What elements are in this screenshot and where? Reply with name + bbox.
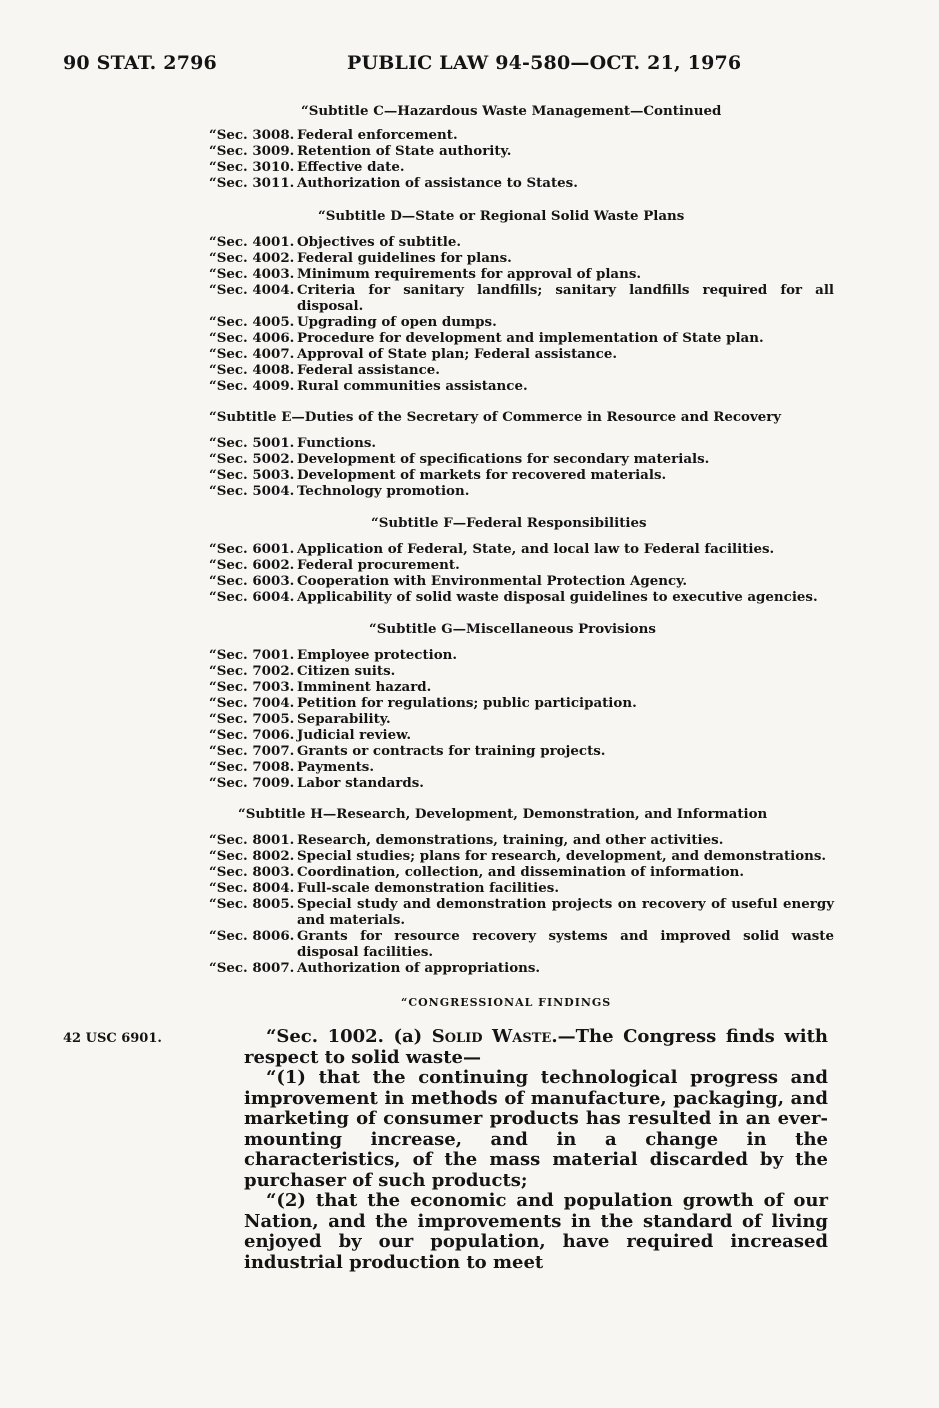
toc-row [209, 435, 834, 451]
section-title: Separability. [297, 711, 391, 727]
section-number: “Sec. 8004. [209, 880, 295, 896]
toc-row [209, 663, 834, 679]
section-number: “Sec. 7003. [209, 679, 295, 695]
section-number: “Sec. 4008. [209, 362, 295, 378]
section-number: “Sec. 8007. [209, 960, 295, 976]
subtitle-c-list [209, 127, 834, 191]
section-number: “Sec. 8006. [209, 928, 295, 944]
finding-paragraph-2: “(2) that the economic and population growth of our Nation, and the improvements in the standard of living enjoyed by our population, have required increased industrial production to meet [244, 1190, 828, 1273]
section-title: Labor standards. [297, 775, 424, 791]
toc-row [209, 541, 834, 557]
toc-row [209, 743, 834, 759]
section-number: “Sec. 4006. [209, 330, 295, 346]
section-title: Upgrading of open dumps. [297, 314, 497, 330]
subtitle-d-list [209, 234, 834, 394]
section-title: Approval of State plan; Federal assistance. [297, 346, 617, 362]
toc-row [209, 679, 834, 695]
public-law-heading: PUBLIC LAW 94-580—OCT. 21, 1976 [347, 52, 742, 74]
section-title: Citizen suits. [297, 663, 396, 679]
toc-row [209, 960, 834, 976]
section-title: Rural communities assistance. [297, 378, 528, 394]
toc-row [209, 330, 834, 346]
subtitle-h-list [209, 832, 834, 976]
toc-row [209, 880, 834, 896]
section-title: Cooperation with Environmental Protection Agency. [297, 573, 688, 589]
toc-row [209, 346, 834, 362]
section-number: “Sec. 4003. [209, 266, 295, 282]
section-title: Retention of State authority. [297, 143, 512, 159]
section-number: “Sec. 8003. [209, 864, 295, 880]
section-title: Criteria for sanitary landfills; sanitary landfills required for all disposal. [297, 282, 834, 314]
section-number: “Sec. 4007. [209, 346, 295, 362]
section-title: Special study and demonstration projects on recovery of useful energy and materials. [297, 896, 834, 928]
subtitle-d-heading: “Subtitle D—State or Regional Solid Waste Plans [318, 208, 685, 224]
section-title: Special studies; plans for research, development, and demonstrations. [297, 848, 827, 864]
section-number: “Sec. 7009. [209, 775, 295, 791]
solid-waste-label: Solid Waste. [431, 1026, 558, 1047]
section-title: Applicability of solid waste disposal guidelines to executive agencies. [297, 589, 818, 605]
section-number: “Sec. 4004. [209, 282, 295, 298]
section-title: Federal procurement. [297, 557, 460, 573]
section-number: “Sec. 7005. [209, 711, 295, 727]
subtitle-h-heading: “Subtitle H—Research, Development, Demonstration, and Information [238, 806, 768, 822]
section-number: “Sec. 5003. [209, 467, 295, 483]
section-title: Research, demonstrations, training, and other activities. [297, 832, 724, 848]
section-title: Functions. [297, 435, 377, 451]
section-title: Grants for resource recovery systems and improved solid waste disposal facilities. [297, 928, 834, 960]
section-number: “Sec. 7006. [209, 727, 295, 743]
toc-row [209, 695, 834, 711]
toc-row [209, 483, 834, 499]
toc-row [209, 159, 834, 175]
toc-row [209, 589, 834, 605]
section-number: “Sec. 3011. [209, 175, 295, 191]
stat-reference: 90 STAT. 2796 [63, 52, 217, 74]
toc-row [209, 127, 834, 143]
toc-row [209, 250, 834, 266]
section-number: “Sec. 5001. [209, 435, 295, 451]
section-number: “Sec. 8002. [209, 848, 295, 864]
section-number: “Sec. 3008. [209, 127, 295, 143]
toc-row [209, 557, 834, 573]
toc-row [209, 314, 834, 330]
intro-text: —The Congress finds with respect to solid waste— [244, 1026, 828, 1068]
section-title: Petition for regulations; public participation. [297, 695, 637, 711]
section-number: “Sec. 5002. [209, 451, 295, 467]
toc-row [209, 727, 834, 743]
section-number: “Sec. 8005. [209, 896, 295, 912]
toc-row [209, 143, 834, 159]
section-title: Procedure for development and implementation of State plan. [297, 330, 764, 346]
toc-row [209, 832, 834, 848]
toc-row [209, 175, 834, 191]
section-number: “Sec. 6004. [209, 589, 295, 605]
section-title: Authorization of assistance to States. [297, 175, 578, 191]
section-number: “Sec. 3009. [209, 143, 295, 159]
section-number: “Sec. 6002. [209, 557, 295, 573]
toc-row [209, 378, 834, 394]
section-number: “Sec. 4001. [209, 234, 295, 250]
section-opening: “Sec. 1002. (a) [266, 1026, 432, 1047]
toc-row [209, 848, 834, 864]
section-title: Federal enforcement. [297, 127, 458, 143]
congressional-findings-heading: “CONGRESSIONAL FINDINGS [401, 996, 612, 1009]
section-number: “Sec. 6001. [209, 541, 295, 557]
section-title: Effective date. [297, 159, 405, 175]
section-number: “Sec. 4002. [209, 250, 295, 266]
section-title: Full-scale demonstration facilities. [297, 880, 559, 896]
section-number: “Sec. 6003. [209, 573, 295, 589]
finding-paragraph-1: “(1) that the continuing technological progress and improvement in methods of manufacture, packaging, and marketing of consumer products has resulted in an ever-mounting increase, and in a change in the characteristics, of the mass material discarded by the purchaser of such products; [244, 1067, 828, 1191]
toc-row [209, 864, 834, 880]
toc-row [209, 896, 834, 928]
section-title: Employee protection. [297, 647, 458, 663]
subtitle-g-list [209, 647, 834, 791]
toc-row [209, 759, 834, 775]
subtitle-c-heading: “Subtitle C—Hazardous Waste Management—Continued [301, 103, 722, 119]
findings-intro [244, 1027, 828, 1068]
subtitle-f-list [209, 541, 834, 605]
section-title: Development of specifications for secondary materials. [297, 451, 710, 467]
section-number: “Sec. 7001. [209, 647, 295, 663]
subtitle-f-heading: “Subtitle F—Federal Responsibilities [371, 515, 647, 531]
toc-row [209, 711, 834, 727]
section-title: Coordination, collection, and dissemination of information. [297, 864, 745, 880]
marginal-citation: 42 USC 6901. [63, 1031, 162, 1046]
section-number: “Sec. 5004. [209, 483, 295, 499]
toc-row [209, 775, 834, 791]
toc-row [209, 234, 834, 250]
section-number: “Sec. 4005. [209, 314, 295, 330]
section-title: Federal guidelines for plans. [297, 250, 512, 266]
section-title: Technology promotion. [297, 483, 470, 499]
section-title: Imminent hazard. [297, 679, 432, 695]
section-number: “Sec. 7004. [209, 695, 295, 711]
subtitle-g-heading: “Subtitle G—Miscellaneous Provisions [369, 621, 656, 637]
section-number: “Sec. 3010. [209, 159, 295, 175]
section-number: “Sec. 7007. [209, 743, 295, 759]
section-number: “Sec. 4009. [209, 378, 295, 394]
findings-body [244, 1027, 828, 1273]
section-title: Grants or contracts for training projects. [297, 743, 606, 759]
section-number: “Sec. 7008. [209, 759, 295, 775]
toc-row [209, 266, 834, 282]
subtitle-e-heading: “Subtitle E—Duties of the Secretary of Commerce in Resource and Recovery [209, 409, 782, 425]
section-title: Federal assistance. [297, 362, 440, 378]
section-title: Minimum requirements for approval of plans. [297, 266, 642, 282]
section-title: Payments. [297, 759, 374, 775]
section-title: Authorization of appropriations. [297, 960, 541, 976]
toc-row [209, 282, 834, 314]
section-number: “Sec. 8001. [209, 832, 295, 848]
toc-row [209, 928, 834, 960]
toc-row [209, 362, 834, 378]
section-title: Development of markets for recovered materials. [297, 467, 667, 483]
toc-row [209, 647, 834, 663]
toc-row [209, 451, 834, 467]
section-number: “Sec. 7002. [209, 663, 295, 679]
section-title: Application of Federal, State, and local law to Federal facilities. [297, 541, 775, 557]
section-title: Objectives of subtitle. [297, 234, 462, 250]
subtitle-e-list [209, 435, 834, 499]
toc-row [209, 573, 834, 589]
toc-row [209, 467, 834, 483]
section-title: Judicial review. [297, 727, 411, 743]
